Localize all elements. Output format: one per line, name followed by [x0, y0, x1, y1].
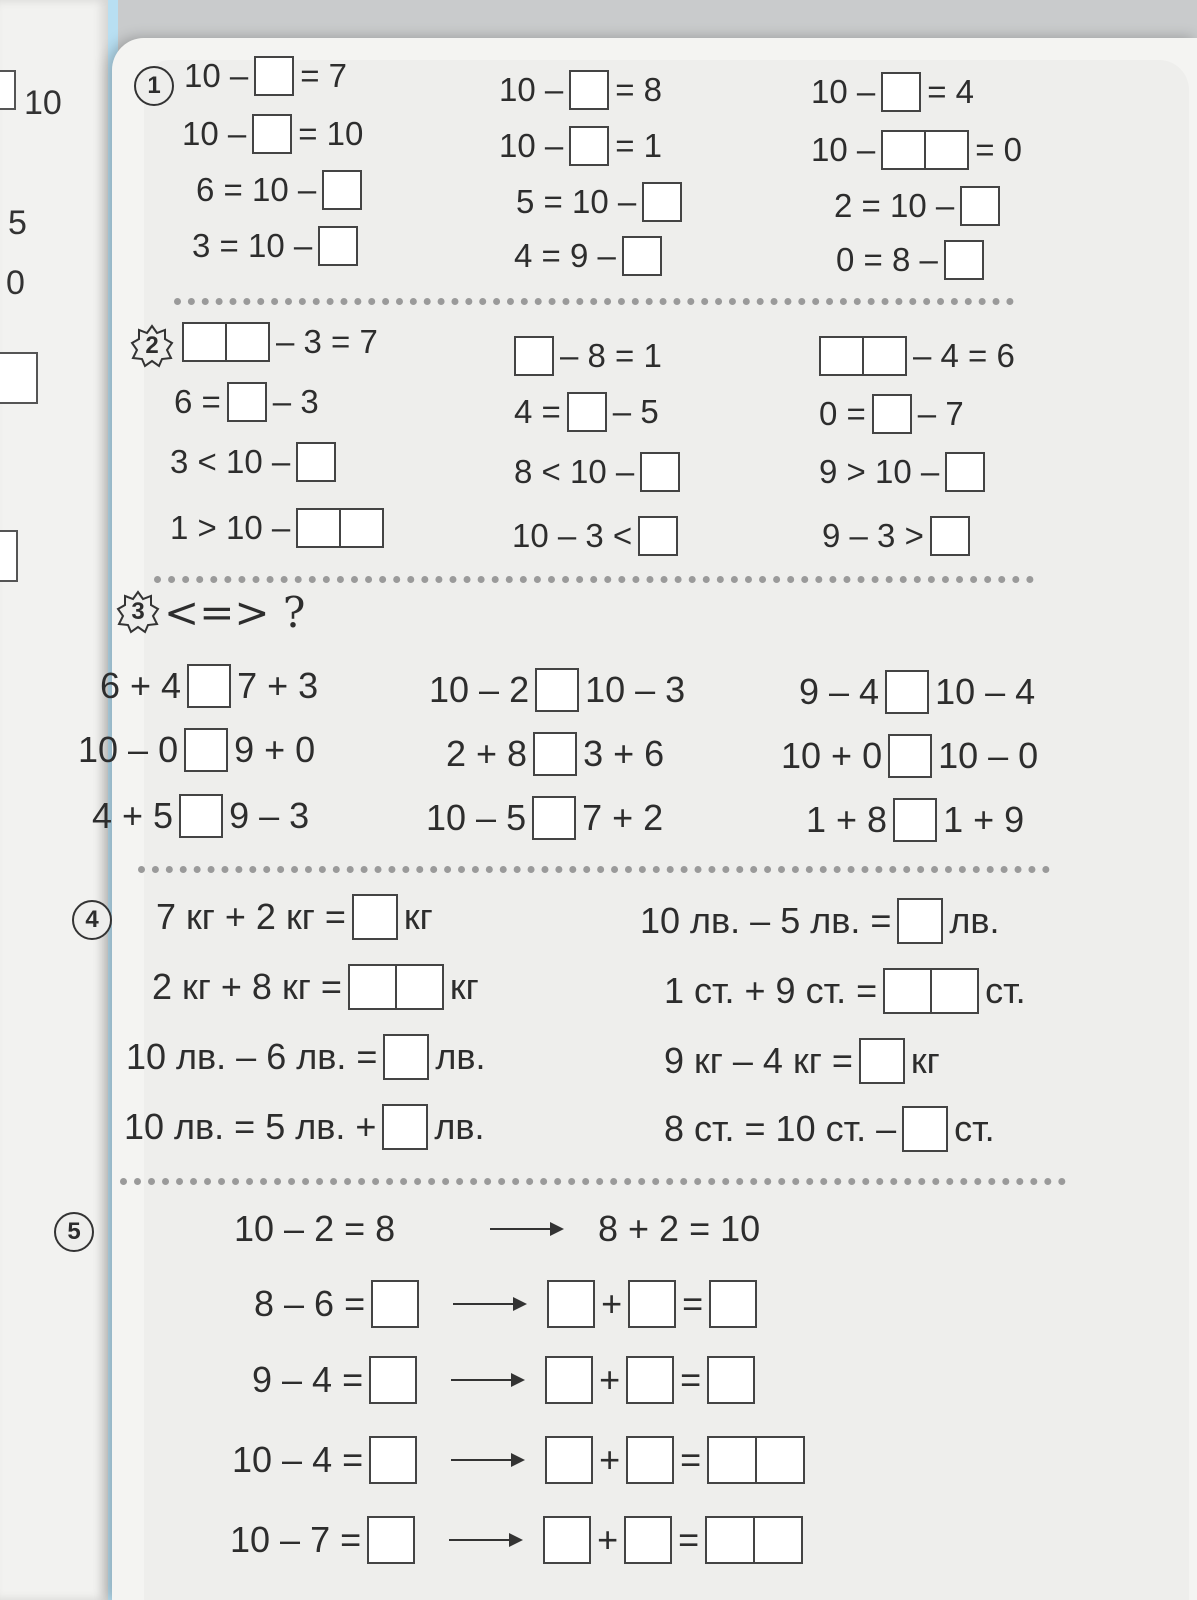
comparison [92, 794, 309, 838]
equation-text: = 4 [927, 73, 975, 110]
plus-sign: + [601, 1283, 623, 1324]
equation [664, 968, 1026, 1014]
equation-text: 9 кг – 4 кг = [664, 1040, 853, 1081]
unit-label: кг [449, 966, 479, 1007]
unit-label: ст. [985, 970, 1026, 1011]
answer-box[interactable] [187, 664, 231, 708]
answer-box[interactable] [881, 72, 921, 112]
answer-box[interactable] [945, 452, 985, 492]
equation [819, 394, 964, 434]
answer-box [0, 530, 18, 582]
section-divider [154, 576, 1034, 583]
unit-label: лв. [435, 1036, 486, 1077]
answer-box[interactable] [184, 728, 228, 772]
equals-sign: = [678, 1519, 700, 1560]
comparison [799, 670, 1035, 714]
equation [811, 72, 974, 112]
equation-text: 0 = 8 – [836, 241, 938, 278]
answer-box[interactable] [567, 392, 607, 432]
expression-text: 9 – 3 [229, 795, 310, 836]
equation [514, 392, 659, 432]
equation-text: 10 – [499, 71, 564, 108]
answer-box[interactable] [369, 1436, 417, 1484]
answer-box[interactable] [902, 1106, 948, 1152]
answer-box[interactable] [628, 1280, 676, 1328]
exercise-number: 5 [67, 1218, 81, 1245]
equation-text: 10 – [184, 57, 249, 94]
equation [516, 182, 682, 222]
answer-box[interactable] [893, 798, 937, 842]
equation-text: 2 = 10 – [834, 187, 955, 224]
expression-text: 10 – 5 [426, 797, 527, 838]
equation [499, 126, 662, 166]
exercise-number: 4 [85, 906, 99, 933]
equation-text: 10 лв. – 5 лв. = [640, 900, 892, 941]
expression-text: 7 + 2 [582, 797, 664, 838]
arrow-right-icon [451, 1379, 523, 1381]
equation-text: 1 > 10 – [170, 509, 291, 546]
equation-text: – 8 = 1 [560, 337, 662, 374]
equation [664, 1038, 940, 1084]
comparison [100, 664, 318, 708]
equation-text: 8 ст. = 10 ст. – [664, 1108, 897, 1149]
equation-text: 10 – [182, 115, 247, 152]
equation-text: – 3 [272, 383, 319, 420]
answer-box[interactable] [626, 1436, 674, 1484]
equation-text: 2 кг + 8 кг = [152, 966, 342, 1007]
answer-box[interactable] [709, 1280, 757, 1328]
exercise-number-badge [130, 324, 174, 368]
equation-row [252, 1356, 755, 1404]
equation [514, 236, 662, 276]
equation [182, 322, 378, 362]
answer-box[interactable] [545, 1356, 593, 1404]
expression-text: 9 + 0 [234, 729, 316, 770]
equation [152, 964, 479, 1010]
equation [184, 56, 347, 96]
equation-text: = 0 [975, 131, 1023, 168]
equation-text: 0 = [819, 395, 866, 432]
answer-box-two-digit[interactable] [881, 130, 969, 170]
answer-box[interactable] [254, 56, 294, 96]
equals-sign: = [682, 1283, 704, 1324]
exercise-number-badge [116, 590, 160, 634]
answer-box-two-digit[interactable] [296, 508, 384, 548]
equation-text: 8 < 10 – [514, 453, 635, 490]
answer-box[interactable] [227, 382, 267, 422]
equation [182, 114, 363, 154]
answer-box[interactable] [626, 1356, 674, 1404]
answer-box[interactable] [569, 126, 609, 166]
equation [499, 70, 662, 110]
equation-text: 4 = 9 – [514, 237, 616, 274]
equation [170, 442, 336, 482]
equation [512, 516, 678, 556]
answer-box-two-digit[interactable] [348, 964, 444, 1010]
section-divider [138, 866, 1050, 873]
equation-text: 4 = [514, 393, 561, 430]
answer-box[interactable] [252, 114, 292, 154]
equation [124, 1104, 485, 1150]
equation-text: 6 = 10 – [196, 171, 317, 208]
equation-text: 10 – [811, 73, 876, 110]
exercise-number: 1 [147, 72, 161, 99]
answer-box[interactable] [859, 1038, 905, 1084]
answer-box[interactable] [638, 516, 678, 556]
equation-text: = 10 [298, 115, 364, 152]
answer-box[interactable] [622, 236, 662, 276]
answer-box-two-digit[interactable] [182, 322, 270, 362]
equation-text: = 1 [615, 127, 663, 164]
equation-text: 10 – [811, 131, 876, 168]
exercise-number-badge [72, 900, 112, 940]
answer-box[interactable] [543, 1516, 591, 1564]
equation-text: = 8 [615, 71, 663, 108]
equation-text: 10 лв. = 5 лв. + [124, 1106, 377, 1147]
equation-text: 8 – 6 = [254, 1283, 366, 1324]
equation [819, 336, 1015, 376]
expression-text: 9 – 4 [799, 671, 880, 712]
answer-box[interactable] [514, 336, 554, 376]
equation [514, 336, 662, 376]
answer-box[interactable] [318, 226, 358, 266]
exercise-number: 2 [145, 332, 159, 359]
equation-text: 3 = 10 – [192, 227, 313, 264]
answer-box[interactable] [930, 516, 970, 556]
expression-text: 10 – 0 [938, 735, 1039, 776]
equation [126, 1034, 486, 1080]
equation-text: 9 – 3 > [822, 517, 924, 554]
equation-text: – 7 [917, 395, 964, 432]
answer-box-two-digit[interactable] [705, 1516, 803, 1564]
equation [836, 240, 984, 280]
exercise-sheet [67, 57, 1189, 1600]
equation-text: – 3 = 7 [276, 323, 378, 360]
equation-text: 5 = 10 – [516, 183, 637, 220]
equals-sign: = [680, 1439, 702, 1480]
equals-sign: = [680, 1359, 702, 1400]
expression-text: 1 + 8 [806, 799, 888, 840]
answer-box[interactable] [888, 734, 932, 778]
equation-text: – 5 [612, 393, 659, 430]
answer-box [0, 352, 38, 404]
arrow-right-icon [490, 1228, 562, 1230]
equation-text: – 4 = 6 [913, 337, 1015, 374]
comparison [806, 798, 1024, 842]
page-fragment-text: 10 [24, 84, 62, 122]
equation [640, 898, 1000, 944]
expression-text: 1 + 9 [943, 799, 1025, 840]
answer-box[interactable] [707, 1356, 755, 1404]
page-fragment-text: 5 [8, 204, 27, 242]
answer-box[interactable] [371, 1280, 419, 1328]
expression-text: 10 – 3 [585, 669, 686, 710]
answer-box[interactable] [533, 732, 577, 776]
section-divider [174, 298, 1014, 305]
exercise-number-badge [54, 1212, 94, 1252]
answer-box[interactable] [897, 898, 943, 944]
equation-text: 7 кг + 2 кг = [156, 896, 346, 937]
answer-box[interactable] [547, 1280, 595, 1328]
plus-sign: + [599, 1359, 621, 1400]
equation-text: 1 ст. + 9 ст. = [664, 970, 878, 1011]
answer-box[interactable] [642, 182, 682, 222]
answer-box[interactable] [179, 794, 223, 838]
answer-box[interactable] [640, 452, 680, 492]
equation-text: 10 – 3 < [512, 517, 633, 554]
expression-text: 4 + 5 [92, 795, 174, 836]
comparison [781, 734, 1038, 778]
answer-box[interactable] [352, 894, 398, 940]
equation-text: 10 лв. – 6 лв. = [126, 1036, 378, 1077]
answer-box-two-digit[interactable] [819, 336, 907, 376]
arrow-right-icon [449, 1539, 521, 1541]
equation [822, 516, 970, 556]
equation-text: 9 – 4 = [252, 1359, 364, 1400]
unit-label: лв. [434, 1106, 485, 1147]
comparison [78, 728, 315, 772]
equation [156, 894, 433, 940]
answer-box [0, 70, 16, 110]
answer-box[interactable] [296, 442, 336, 482]
answer-box[interactable] [383, 1034, 429, 1080]
answer-box[interactable] [532, 796, 576, 840]
answer-box[interactable] [369, 1356, 417, 1404]
expression-text: 6 + 4 [100, 665, 182, 706]
equation [664, 1106, 995, 1152]
equation-text: 10 – [499, 127, 564, 164]
answer-box-two-digit[interactable] [883, 968, 979, 1014]
example-row [234, 1208, 760, 1250]
unit-label: лв. [949, 900, 1000, 941]
equation-text: 10 – 7 = [230, 1519, 362, 1560]
unit-label: кг [910, 1040, 940, 1081]
expression-text: 3 + 6 [583, 733, 665, 774]
page-fragment-text: 0 [6, 264, 25, 302]
exercise-number: 3 [131, 598, 145, 625]
workbook-page [67, 38, 1197, 1600]
expression-text: 10 – 2 [429, 669, 530, 710]
answer-box[interactable] [885, 670, 929, 714]
plus-sign: + [599, 1439, 621, 1480]
equation [196, 170, 362, 210]
equation [811, 130, 1022, 170]
arrow-right-icon [451, 1459, 523, 1461]
expression-text: 10 – 0 [78, 729, 179, 770]
expression-text: 2 + 8 [446, 733, 528, 774]
arrow-right-icon [453, 1303, 525, 1305]
answer-box[interactable] [367, 1516, 415, 1564]
exercise-number-badge [134, 66, 174, 106]
equation [174, 382, 319, 422]
equation-row [230, 1516, 803, 1564]
equation-text: = 7 [300, 57, 348, 94]
equation [192, 226, 358, 266]
expression-text: 7 + 3 [237, 665, 319, 706]
equation-text: 3 < 10 – [170, 443, 291, 480]
comparison [446, 732, 664, 776]
answer-box-two-digit[interactable] [707, 1436, 805, 1484]
equation [170, 508, 384, 548]
equation-row [254, 1280, 757, 1328]
example-addition: 8 + 2 = 10 [598, 1208, 761, 1249]
equation-text: 6 = [174, 383, 221, 420]
answer-box[interactable] [872, 394, 912, 434]
equation-text: 10 – 4 = [232, 1439, 364, 1480]
answer-box[interactable] [624, 1516, 672, 1564]
unit-label: кг [403, 896, 433, 937]
answer-box[interactable] [545, 1436, 593, 1484]
plus-sign: + [597, 1519, 619, 1560]
equation [514, 452, 680, 492]
unit-label: ст. [954, 1108, 995, 1149]
comparison [429, 668, 685, 712]
example-subtraction: 10 – 2 = 8 [234, 1208, 396, 1249]
expression-text: 10 + 0 [781, 735, 883, 776]
answer-box[interactable] [944, 240, 984, 280]
section-divider [120, 1178, 1066, 1185]
equation-text: 9 > 10 – [819, 453, 940, 490]
expression-text: 10 – 4 [935, 671, 1036, 712]
equation [834, 186, 1000, 226]
answer-box[interactable] [382, 1104, 428, 1150]
exercise-title: <=> ? [164, 588, 306, 637]
equation-row [232, 1436, 805, 1484]
comparison [426, 796, 663, 840]
answer-box[interactable] [960, 186, 1000, 226]
answer-box[interactable] [322, 170, 362, 210]
equation [819, 452, 985, 492]
answer-box[interactable] [569, 70, 609, 110]
answer-box[interactable] [535, 668, 579, 712]
